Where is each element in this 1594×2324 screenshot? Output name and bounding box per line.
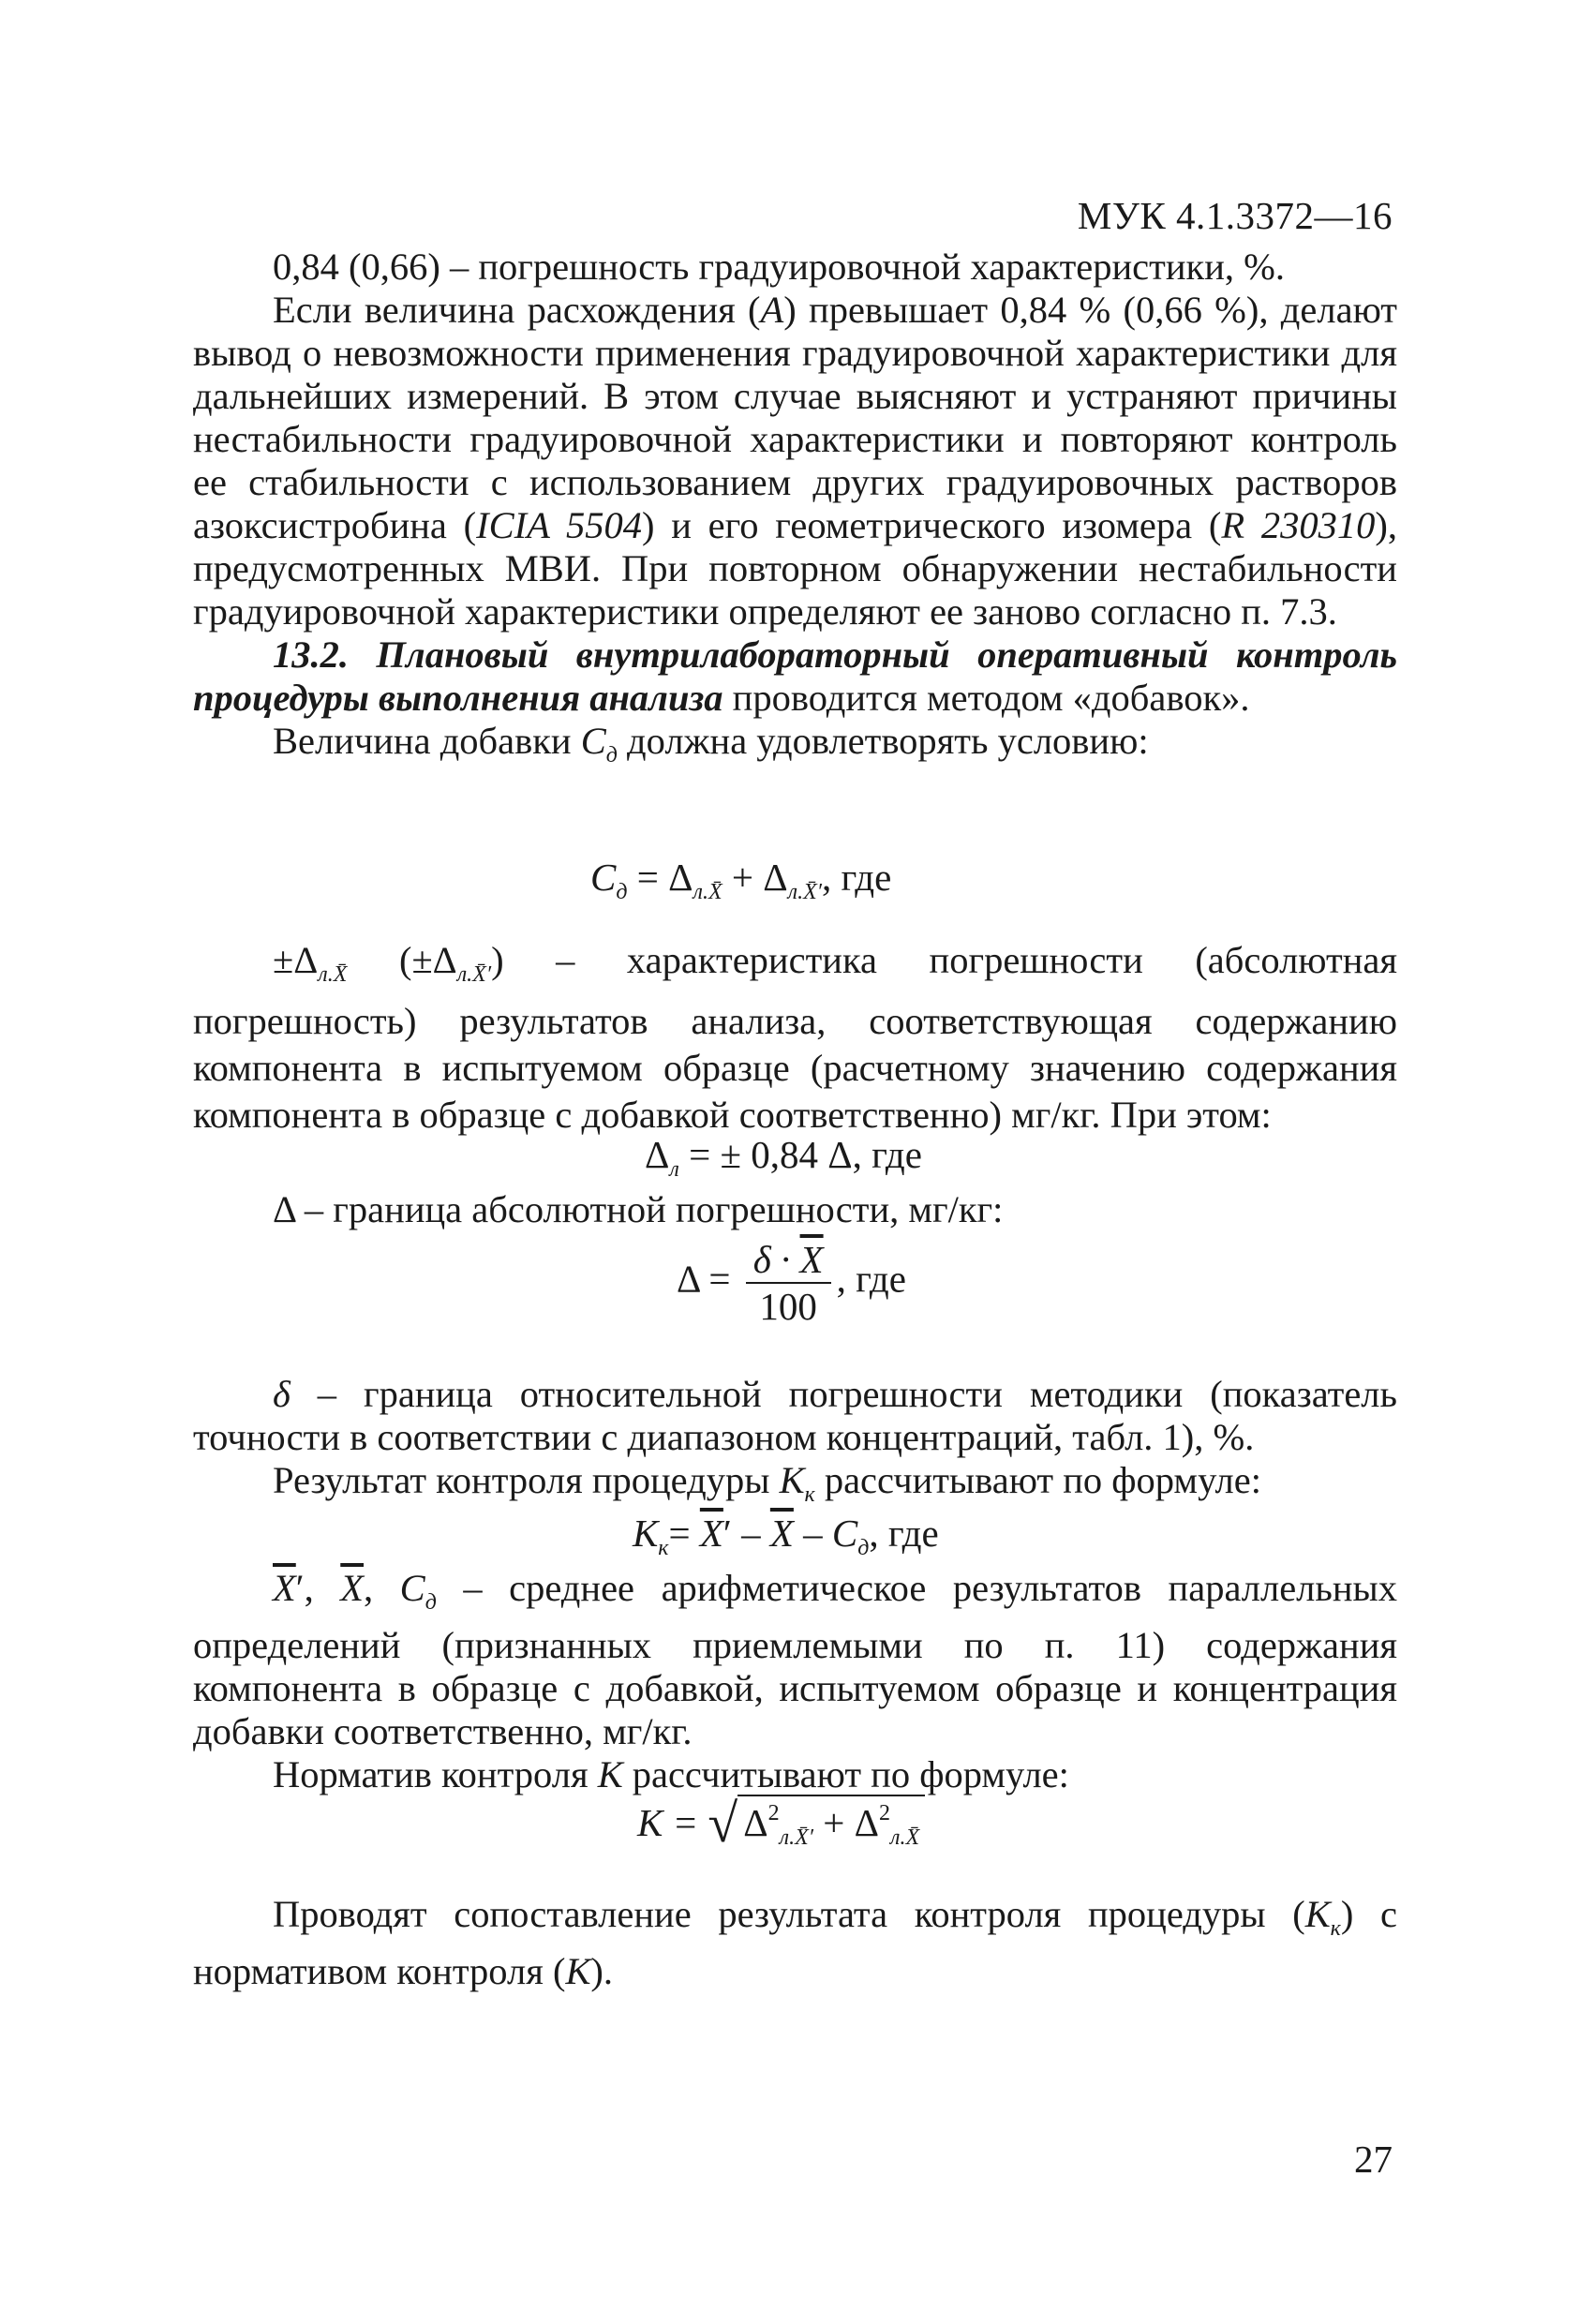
text-run: ) с нормативом контроля ( bbox=[193, 1893, 1397, 1992]
formula-symbol: $\overline{X}$ bbox=[769, 1512, 794, 1555]
text-run: рассчитывают по формуле: bbox=[622, 1753, 1069, 1795]
formula-symbol: С bbox=[831, 1512, 858, 1555]
subscript: л.X̄′ bbox=[779, 1825, 813, 1850]
superscript: 2 bbox=[879, 1801, 890, 1825]
text-block-delta bbox=[193, 1188, 1397, 1231]
formula-symbol: $\overline{X}$ bbox=[340, 1567, 365, 1609]
formula-additive bbox=[590, 855, 891, 905]
subscript: к bbox=[804, 1482, 815, 1507]
subscript: д bbox=[616, 880, 628, 904]
text-run: Если величина расхождения ( bbox=[273, 289, 761, 331]
paragraph-discrepancy bbox=[193, 289, 1397, 633]
text-run: Величина добавки bbox=[273, 720, 581, 762]
subscript: к bbox=[1330, 1916, 1341, 1941]
text-run: Результат контроля процедуры bbox=[273, 1459, 780, 1501]
text-run: ), предусмотренных МВИ. При повторном обнаружении нестабильности градуировочной характеристики определяют ее заново согласно п. 7.3. bbox=[193, 504, 1397, 633]
text-run: – граница относительной погрешности методики (показатель точности в соответствии с диапазоном концентраций, табл. 1), %. bbox=[193, 1373, 1397, 1458]
variable-k: К bbox=[597, 1753, 623, 1795]
fraction bbox=[746, 1237, 831, 1329]
fraction-numerator bbox=[746, 1237, 831, 1284]
subscript: л.X̄ bbox=[693, 880, 723, 904]
formula-symbol: $\overline{X}$ bbox=[699, 1512, 723, 1555]
formula-tail: , где bbox=[836, 1257, 906, 1301]
subscript: л bbox=[669, 1157, 679, 1182]
formula-symbol: Δ bbox=[743, 1801, 768, 1844]
compound-code-r: R 230310 bbox=[1221, 504, 1376, 546]
formula-symbol: $\overline{X}$ bbox=[799, 1238, 824, 1281]
formula-symbol: С bbox=[399, 1567, 425, 1609]
formula-delta-l bbox=[645, 1132, 922, 1183]
formula-symbol: $\overline{X}$ bbox=[273, 1567, 296, 1609]
subscript: л.X̄′ bbox=[456, 962, 492, 987]
formula-symbol: С bbox=[590, 856, 617, 899]
formula-symbol: ′ bbox=[723, 1512, 732, 1555]
subscript: л.X̄ bbox=[890, 1825, 920, 1850]
superscript: 2 bbox=[767, 1801, 780, 1825]
text-run: рассчитывают по формуле: bbox=[814, 1459, 1261, 1501]
paragraph-control-norm bbox=[193, 1753, 1397, 1796]
paragraph-averages bbox=[193, 1567, 1397, 1753]
formula-symbol: + Δ bbox=[813, 1801, 879, 1844]
text-block-error-characteristic bbox=[193, 937, 1397, 1139]
formula-rhs: = ± 0,84 Δ, где bbox=[678, 1133, 922, 1176]
variable-delta: δ bbox=[273, 1373, 290, 1415]
text-block-averages bbox=[193, 1567, 1397, 1796]
section-heading-13-2: 13.2. Плановый внутрилабораторный оперативный контроль процедуры выполнения анализа bbox=[193, 633, 1397, 719]
formula-symbol: К = bbox=[637, 1801, 708, 1844]
formula-symbol: ±Δ bbox=[273, 939, 319, 981]
document-code: МУК 4.1.3372—16 bbox=[1077, 194, 1393, 237]
paragraph-additive-condition bbox=[193, 720, 1397, 777]
text-run: – среднее арифметическое результатов параллельных определений (признанных приемлемыми по п. 11) содержания компонента в образце с добавкой, испытуемом образце и концентрация добавки соответственно, мг/кг. bbox=[193, 1567, 1397, 1752]
formula-tail: , где bbox=[869, 1512, 939, 1555]
variable-k: К bbox=[1304, 1893, 1331, 1935]
text-run: ) – характеристика погрешности (абсолютная погрешность) результатов анализа, соответствующая содержанию компонента в испытуемом образце (расчетному значению содержания компонента в образце с добавкой соответственно) мг/кг. При этом: bbox=[193, 939, 1397, 1136]
text-block-relative-error bbox=[193, 1373, 1397, 1516]
paragraph-delta-definition: Δ – граница абсолютной погрешности, мг/кг: bbox=[273, 1188, 1004, 1230]
formula-kk bbox=[633, 1511, 939, 1561]
text-run: ) превышает 0,84 % (0,66 %), делают вывод о невозможности применения градуировочной характеристики для дальнейших измерений. В этом случае выясняют и устраняют причины нестабильности градуировочной характеристики и повторяют контроль ее стабильности с использованием других градуировочных растворов азоксистробина ( bbox=[193, 289, 1397, 546]
formula-symbol: (±Δ bbox=[347, 939, 457, 981]
formula-tail: , где bbox=[822, 856, 892, 899]
formula-symbol: – bbox=[731, 1512, 770, 1555]
paragraph-comparison bbox=[193, 1893, 1397, 1993]
formula-symbol: = bbox=[668, 1512, 700, 1555]
formula-symbol: + Δ bbox=[722, 856, 788, 899]
variable-a: А bbox=[760, 289, 784, 331]
paragraph-relative-error bbox=[193, 1373, 1397, 1459]
square-root bbox=[708, 1792, 925, 1855]
page-number: 27 bbox=[1354, 2138, 1393, 2181]
subscript: д bbox=[605, 743, 618, 767]
variable-k: К bbox=[565, 1950, 591, 1992]
variable-k: К bbox=[779, 1459, 805, 1501]
fraction-denominator: 100 bbox=[759, 1285, 817, 1328]
formula-delta bbox=[677, 1237, 906, 1329]
formula-k-norm bbox=[637, 1792, 925, 1855]
formula-symbol: Δ = bbox=[677, 1257, 740, 1301]
subscript: л.X̄ bbox=[318, 962, 348, 987]
sqrt-radicand bbox=[737, 1795, 925, 1851]
paragraph-calibration-error: 0,84 (0,66) – погрешность градуировочной характеристики, %. bbox=[273, 246, 1285, 288]
text-run: , bbox=[364, 1567, 400, 1609]
compound-code-icia: ICIA 5504 bbox=[476, 504, 642, 546]
formula-symbol: К bbox=[633, 1512, 659, 1555]
text-run: ) и его геометрического изомера ( bbox=[641, 504, 1222, 546]
formula-symbol: δ · bbox=[752, 1238, 800, 1281]
sqrt-icon: √ bbox=[708, 1793, 738, 1854]
paragraph-control-result bbox=[193, 1459, 1397, 1516]
variable-c: С bbox=[580, 720, 606, 762]
subscript: к bbox=[658, 1536, 669, 1560]
text-run: проводится методом «добавок». bbox=[723, 677, 1250, 719]
text-block-comparison bbox=[193, 1893, 1397, 1993]
formula-symbol: – bbox=[793, 1512, 832, 1555]
subscript: л.X̄′ bbox=[787, 880, 822, 904]
text-run: должна удовлетворять условию: bbox=[617, 720, 1149, 762]
text-run: Норматив контроля bbox=[273, 1753, 598, 1795]
text-run: ). bbox=[590, 1950, 613, 1992]
formula-symbol: = Δ bbox=[627, 856, 693, 899]
text-block-top bbox=[193, 246, 1397, 777]
subscript: д bbox=[857, 1536, 870, 1560]
formula-symbol: ′, bbox=[295, 1567, 341, 1609]
subscript: д bbox=[425, 1590, 437, 1615]
paragraph-error-characteristic bbox=[193, 937, 1397, 1139]
formula-symbol: Δ bbox=[645, 1133, 670, 1176]
paragraph-section-13-2 bbox=[193, 633, 1397, 720]
text-run: Проводят сопоставление результата контроля процедуры ( bbox=[273, 1893, 1305, 1935]
